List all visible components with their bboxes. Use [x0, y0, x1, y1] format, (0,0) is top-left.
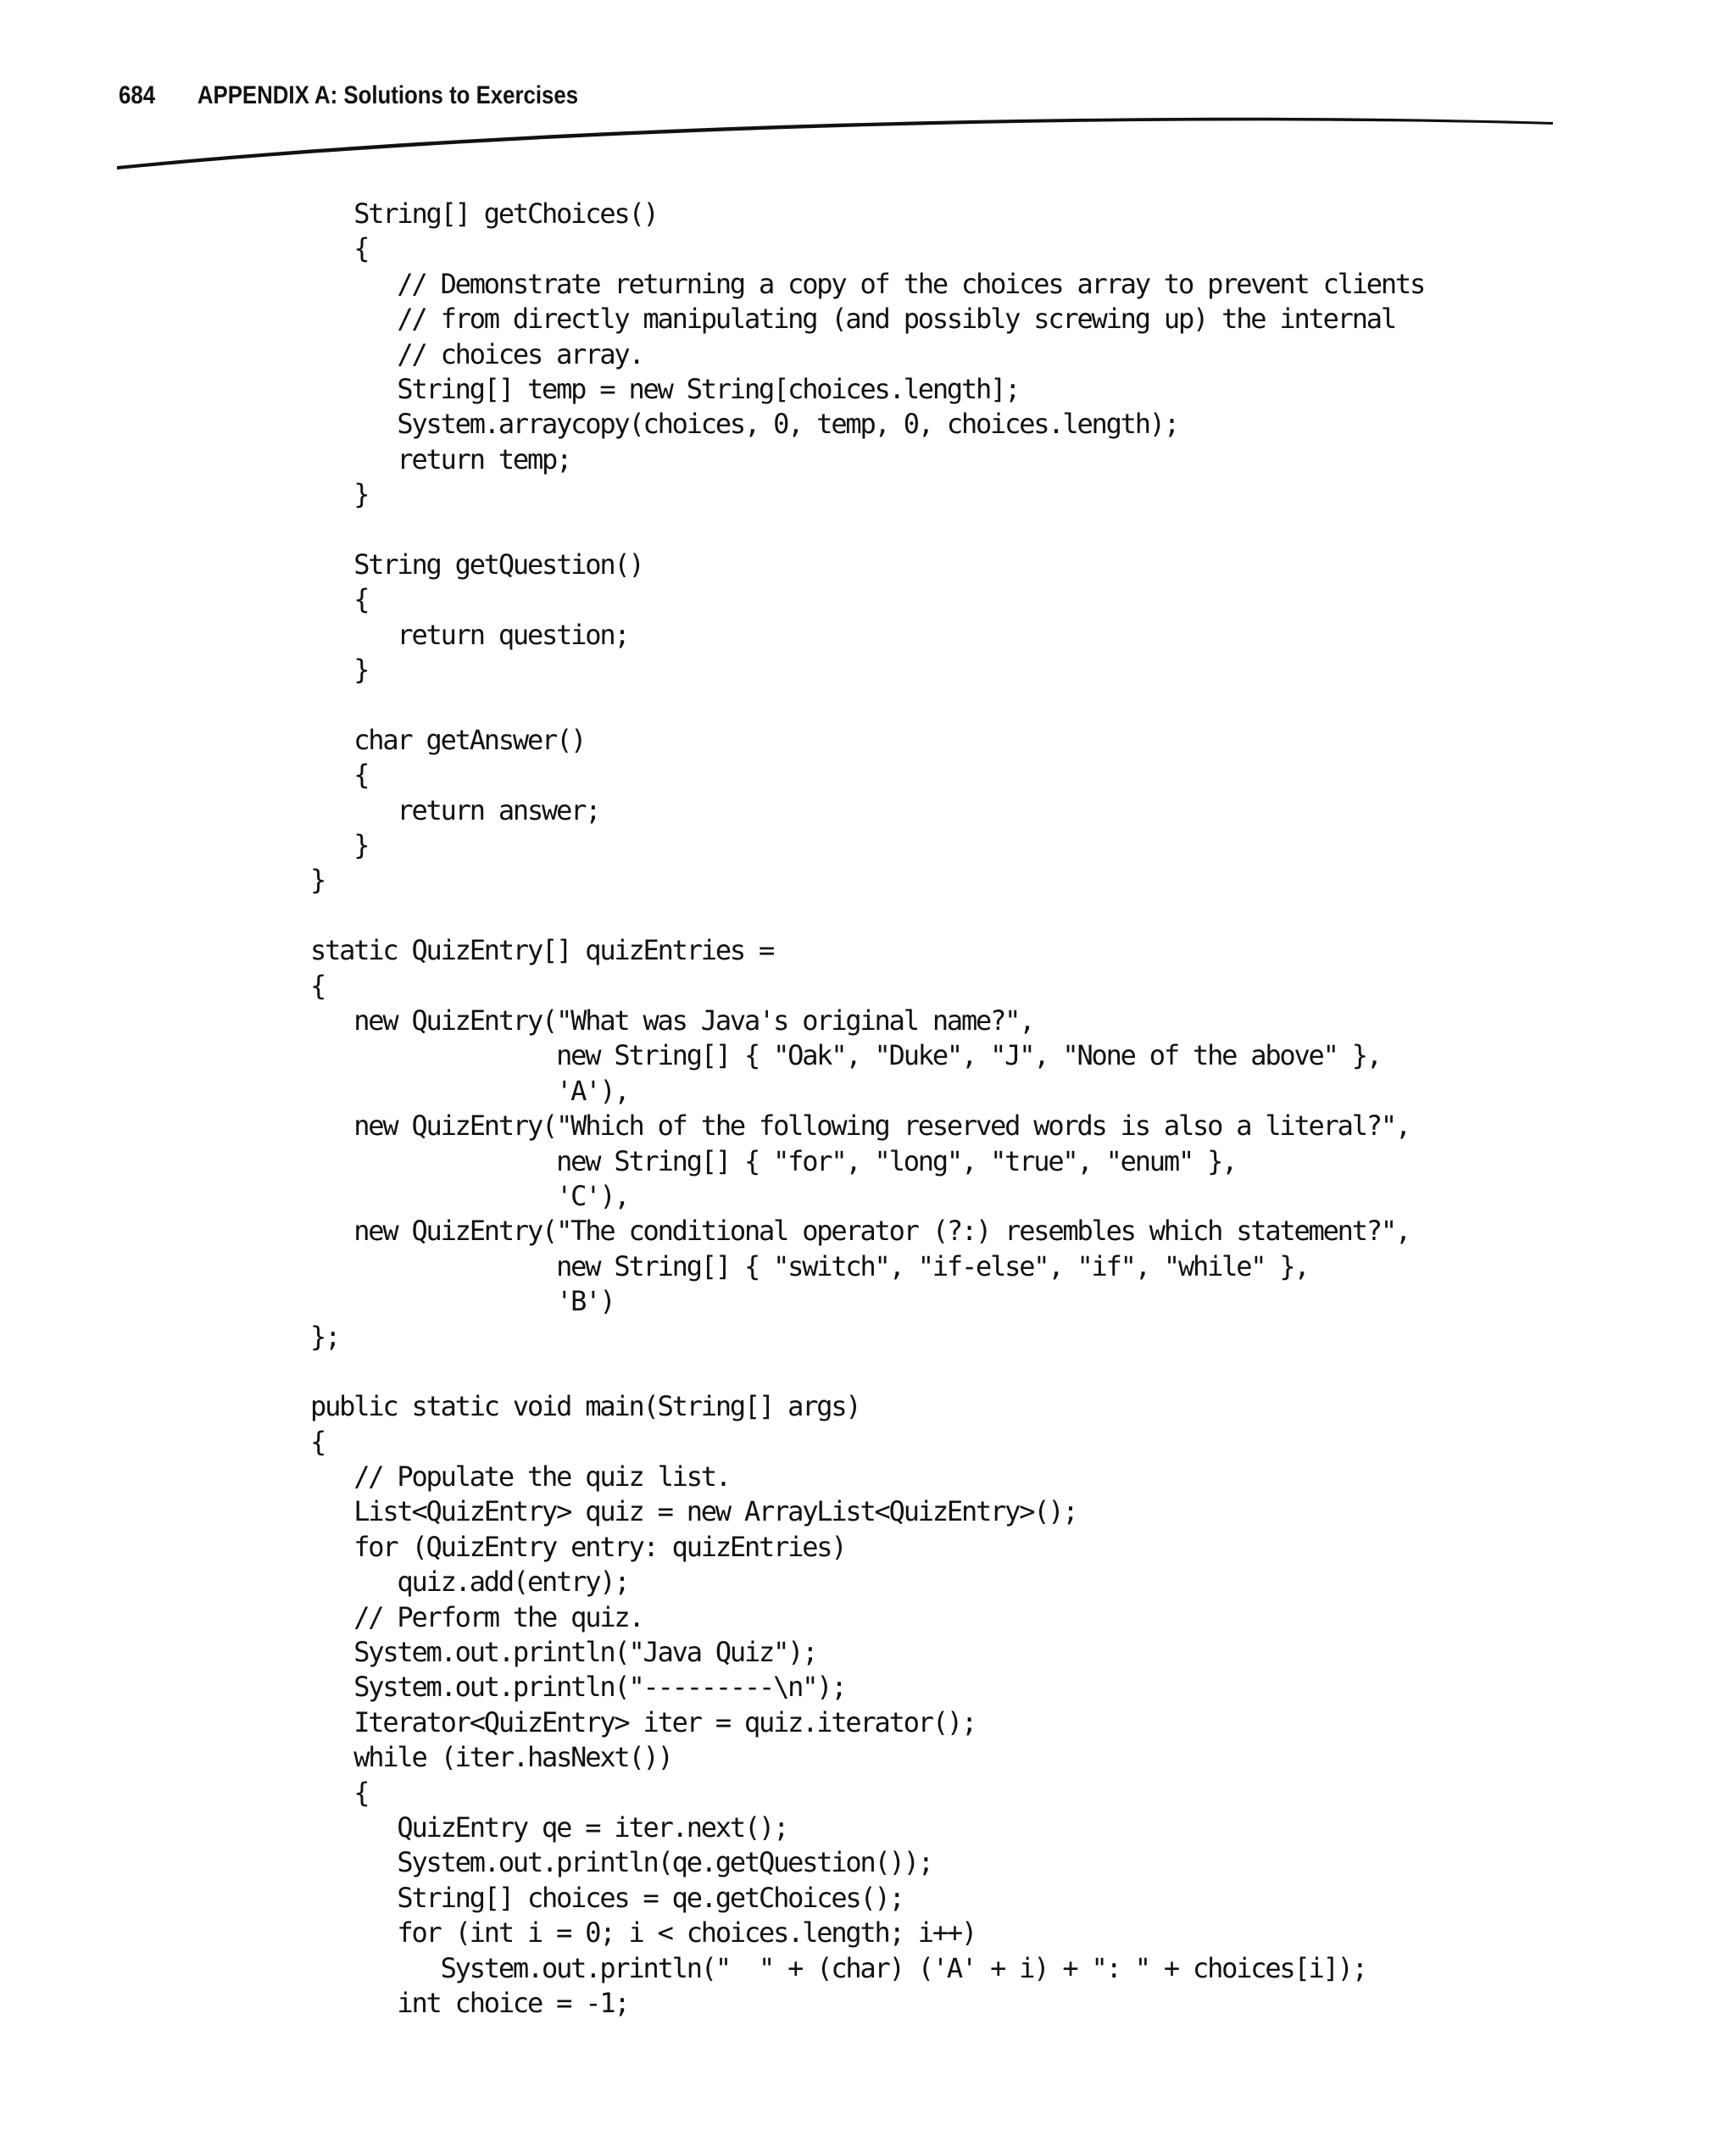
code-line: String getQuestion() [310, 548, 643, 581]
code-line: quiz.add(entry); [310, 1566, 629, 1599]
code-line: System.out.println(" " + (char) ('A' + i) + ": " + choices[i]); [310, 1951, 1366, 1984]
code-line: String[] getChoices() [310, 197, 658, 230]
code-line: 'C'), [310, 1179, 629, 1212]
code-line: { [310, 969, 326, 1002]
code-line: int choice = -1; [310, 1986, 629, 2019]
code-line: return question; [310, 618, 629, 651]
code-line: public static void main(String[] args) [310, 1390, 860, 1423]
code-line [310, 1354, 1424, 1389]
code-line: for (int i = 0; i < choices.length; i++) [310, 1916, 976, 1950]
page-number: 684 [119, 81, 156, 109]
code-line: return temp; [310, 442, 571, 476]
code-line: System.out.println("Java Quiz"); [310, 1636, 817, 1669]
code-line: // Perform the quiz. [310, 1600, 643, 1633]
code-line: 'B') [310, 1285, 615, 1318]
code-line [310, 687, 1424, 722]
code-line: } [310, 654, 369, 687]
code-line: } [310, 864, 326, 897]
code-line: } [310, 829, 369, 862]
code-line: { [310, 583, 369, 616]
code-line: Iterator<QuizEntry> iter = quiz.iterator(); [310, 1705, 976, 1738]
code-line: new String[] { "for", "long", "true", "enum" }, [310, 1144, 1237, 1177]
running-head-title: APPENDIX A: Solutions to Exercises [197, 81, 579, 109]
code-listing [310, 197, 1424, 2021]
code-line: new QuizEntry("What was Java's original name?", [310, 1004, 1034, 1037]
code-line: new QuizEntry("The conditional operator (?:) resembles which statement?", [310, 1215, 1410, 1248]
code-line: for (QuizEntry entry: quizEntries) [310, 1530, 846, 1563]
code-line: // choices array. [310, 337, 643, 370]
code-line: { [310, 759, 369, 792]
header-swoosh-rule [0, 0, 1736, 220]
code-line: { [310, 232, 369, 265]
code-line: String[] temp = new String[choices.length]; [310, 372, 1020, 405]
code-line: char getAnswer() [310, 723, 586, 756]
code-line: System.out.println(qe.getQuestion()); [310, 1846, 932, 1879]
code-line: static QuizEntry[] quizEntries = [310, 934, 774, 967]
code-line: { [310, 1425, 326, 1458]
code-line: }; [310, 1320, 340, 1353]
code-line: { [310, 1776, 369, 1809]
code-line: new QuizEntry("Which of the following reserved words is also a literal?", [310, 1110, 1410, 1143]
code-line: new String[] { "switch", "if-else", "if", "while" }, [310, 1249, 1309, 1282]
code-line: new String[] { "Oak", "Duke", "J", "None of the above" }, [310, 1039, 1381, 1072]
code-line: 'A'), [310, 1074, 629, 1107]
code-line: // Demonstrate returning a copy of the choices array to prevent clients [310, 267, 1425, 300]
code-line: String[] choices = qe.getChoices(); [310, 1881, 904, 1914]
code-line: // from directly manipulating (and possibly screwing up) the internal [310, 303, 1395, 336]
code-line: return answer; [310, 793, 600, 826]
code-line [310, 898, 1424, 933]
code-line: // Populate the quiz list. [310, 1460, 730, 1494]
code-line: } [310, 478, 369, 511]
code-line [310, 513, 1424, 548]
code-line: while (iter.hasNext()) [310, 1741, 672, 1774]
code-line: System.arraycopy(choices, 0, temp, 0, choices.length); [310, 408, 1178, 441]
code-line: QuizEntry qe = iter.next(); [310, 1811, 788, 1844]
code-line: List<QuizEntry> quiz = new ArrayList<QuizEntry>(); [310, 1495, 1077, 1528]
code-line: System.out.println("---------\n"); [310, 1671, 846, 1704]
